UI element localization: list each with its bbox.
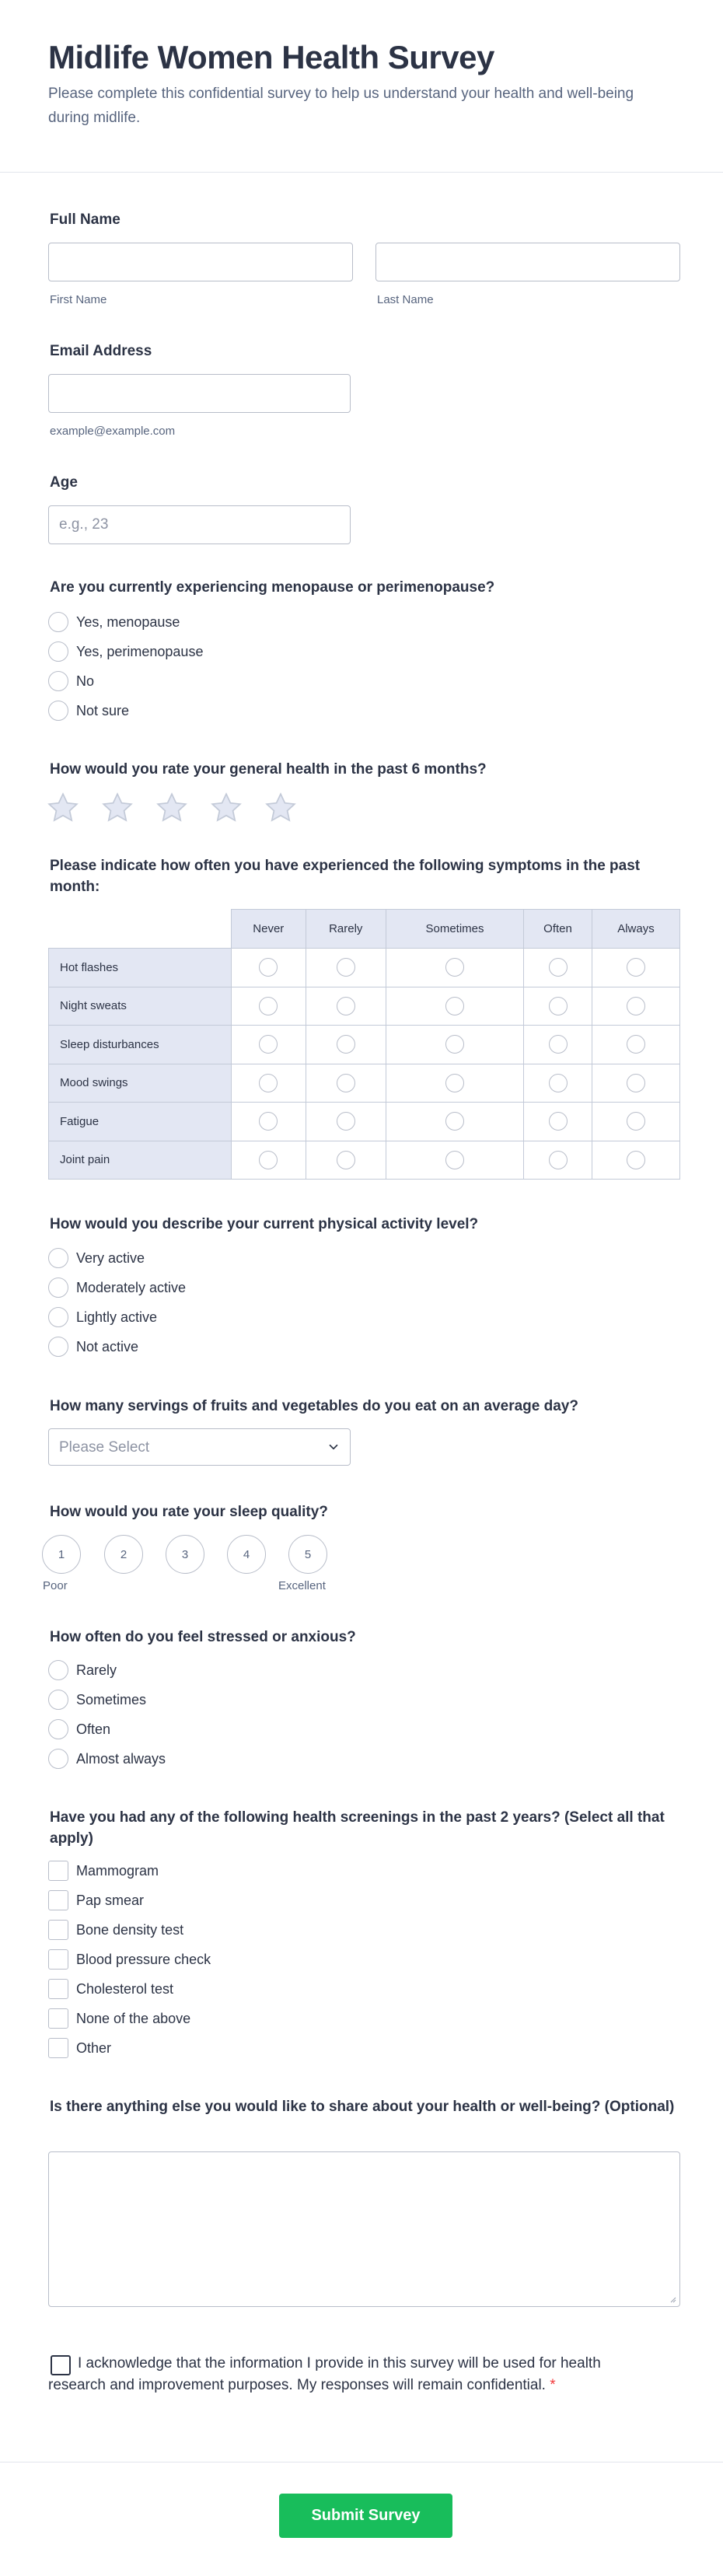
menopause-option[interactable]: No [48,670,94,692]
scale-high-label: Excellent [278,1579,326,1592]
matrix-radio[interactable] [445,997,464,1015]
matrix-radio[interactable] [445,1074,464,1092]
scale-option-4[interactable]: 4 [227,1535,266,1574]
comments-textarea[interactable] [48,2151,680,2307]
last-name-sublabel: Last Name [377,293,434,306]
activity-option[interactable]: Very active [48,1247,145,1269]
scale-option-1[interactable]: 1 [42,1535,81,1574]
full-name-label: Full Name [50,211,120,228]
last-name-input[interactable] [375,243,680,281]
email-input[interactable] [48,374,351,413]
scale-option-3[interactable]: 3 [166,1535,204,1574]
matrix-radio[interactable] [627,1074,645,1092]
matrix-radio[interactable] [259,997,278,1015]
matrix-radio[interactable] [445,958,464,977]
matrix-radio[interactable] [627,997,645,1015]
radio-button[interactable] [48,1337,68,1357]
checkbox[interactable] [48,1890,68,1910]
acknowledge-label: I acknowledge that the information I provide in this survey will be used for health research and improvement purposes. My responses will remain confidential. * [48,2355,601,2393]
form-footer [0,2462,723,2576]
fruits-dropdown[interactable] [48,1428,351,1466]
matrix-column-header: Rarely [306,910,386,949]
stress-option[interactable]: Almost always [48,1748,166,1770]
matrix-radio[interactable] [337,1074,355,1092]
checkbox[interactable] [48,2038,68,2058]
matrix-radio[interactable] [549,1074,568,1092]
screenings-question: Have you had any of the following health screenings in the past 2 years? (Select all that apply) [50,1809,665,1847]
radio-button[interactable] [48,701,68,721]
checkbox[interactable] [48,2008,68,2029]
radio-button[interactable] [48,1278,68,1298]
matrix-radio[interactable] [337,997,355,1015]
screening-option[interactable]: Blood pressure check [48,1949,211,1970]
matrix-corner [49,910,232,949]
matrix-row [49,987,680,1026]
matrix-row [49,1064,680,1103]
radio-button[interactable] [48,671,68,691]
stress-question: How often do you feel stressed or anxious? [50,1629,356,1645]
fruits-question: How many servings of fruits and vegetables do you eat on an average day? [50,1398,578,1414]
star-icon[interactable] [155,792,189,824]
activity-question: How would you describe your current physical activity level? [50,1216,479,1232]
sleep-question: How would you rate your sleep quality? [50,1504,328,1520]
resize-grip-icon[interactable] [669,2295,676,2303]
stress-option[interactable]: Sometimes [48,1689,146,1711]
radio-button[interactable] [48,1719,68,1739]
menopause-option[interactable]: Yes, perimenopause [48,641,203,662]
required-marker: * [550,2377,556,2393]
screening-option[interactable]: Cholesterol test [48,1978,173,2000]
matrix-row [49,1141,680,1180]
star-icon[interactable] [209,792,243,824]
matrix-radio[interactable] [549,1151,568,1169]
matrix-radio[interactable] [549,997,568,1015]
matrix-radio[interactable] [549,958,568,977]
activity-option[interactable]: Lightly active [48,1306,157,1328]
matrix-radio[interactable] [445,1035,464,1054]
matrix-radio[interactable] [549,1112,568,1131]
screening-option[interactable]: Pap smear [48,1889,144,1911]
email-label: Email Address [50,343,152,359]
matrix-row [49,1026,680,1064]
matrix-column-header: Often [524,910,592,949]
radio-button[interactable] [48,1690,68,1710]
stress-option[interactable]: Rarely [48,1659,117,1681]
matrix-radio[interactable] [337,1151,355,1169]
matrix-row-label: Mood swings [49,1064,232,1103]
screening-option[interactable]: Mammogram [48,1860,159,1882]
screening-option[interactable]: None of the above [48,2008,190,2029]
matrix-radio[interactable] [259,1074,278,1092]
matrix-radio[interactable] [627,958,645,977]
matrix-radio[interactable] [445,1112,464,1131]
radio-button[interactable] [48,1660,68,1680]
radio-button[interactable] [48,1307,68,1327]
matrix-radio[interactable] [549,1035,568,1054]
chevron-down-icon [327,1440,341,1454]
matrix-radio[interactable] [627,1151,645,1169]
page-subtitle: Please complete this confidential survey to help us understand your health and well-being during midlife. [48,86,634,126]
email-sublabel: example@example.com [50,425,176,438]
symptoms-question: Please indicate how often you have experienced the following symptoms in the past month: [50,858,641,895]
star-icon[interactable] [100,792,134,824]
age-label: Age [50,474,78,491]
radio-button[interactable] [48,1749,68,1769]
matrix-radio[interactable] [259,1112,278,1131]
menopause-option[interactable]: Yes, menopause [48,611,180,633]
form-header [0,0,723,173]
activity-option[interactable]: Moderately active [48,1277,186,1298]
star-icon[interactable] [264,792,298,824]
matrix-radio[interactable] [259,958,278,977]
first-name-sublabel: First Name [50,293,107,306]
matrix-radio[interactable] [627,1112,645,1131]
matrix-radio[interactable] [337,1112,355,1131]
matrix-radio[interactable] [627,1035,645,1054]
submit-button[interactable]: Submit Survey [279,2494,452,2538]
matrix-row-label: Joint pain [49,1141,232,1180]
radio-button[interactable] [48,1248,68,1268]
star-icon[interactable] [46,792,80,824]
screening-option[interactable]: Other [48,2037,111,2059]
matrix-column-header: Never [232,910,306,949]
radio-button[interactable] [48,612,68,632]
checkbox[interactable] [48,1861,68,1881]
stress-option[interactable]: Often [48,1718,110,1740]
menopause-question: Are you currently experiencing menopause or perimenopause? [50,579,495,596]
page-title: Midlife Women Health Survey [48,39,494,75]
scale-option-2[interactable]: 2 [104,1535,143,1574]
matrix-row-label: Sleep disturbances [49,1026,232,1064]
first-name-input[interactable] [48,243,353,281]
scale-low-label: Poor [43,1579,68,1592]
checkbox[interactable] [48,1979,68,1999]
activity-option[interactable]: Not active [48,1336,138,1358]
matrix-radio[interactable] [337,1035,355,1054]
matrix-row-label: Hot flashes [49,949,232,987]
matrix-row-label: Night sweats [49,987,232,1026]
screening-option[interactable]: Bone density test [48,1919,183,1941]
scale-option-5[interactable]: 5 [288,1535,327,1574]
matrix-row [49,1103,680,1141]
age-input[interactable] [48,505,351,544]
matrix-column-header: Sometimes [386,910,523,949]
menopause-option[interactable]: Not sure [48,700,129,722]
checkbox[interactable] [48,1920,68,1940]
matrix-radio[interactable] [337,958,355,977]
matrix-column-header: Always [592,910,679,949]
matrix-radio[interactable] [259,1151,278,1169]
matrix-row-label: Fatigue [49,1103,232,1141]
matrix-row [49,949,680,987]
matrix-radio[interactable] [259,1035,278,1054]
symptom-matrix [48,909,680,1180]
comments-question: Is there anything else you would like to share about your health or well-being? (Optional) [50,2099,675,2115]
matrix-radio[interactable] [445,1151,464,1169]
dropdown-selected-value: Please Select [59,1439,150,1456]
general-health-question: How would you rate your general health in the past 6 months? [50,761,487,778]
checkbox[interactable] [48,1949,68,1970]
radio-button[interactable] [48,641,68,662]
